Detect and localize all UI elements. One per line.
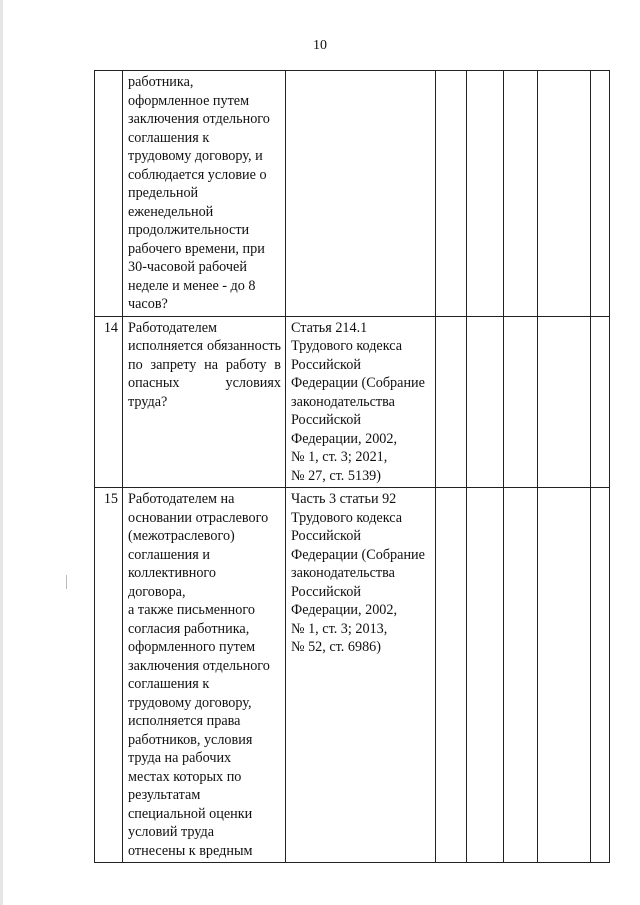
row-number: 14 (95, 316, 123, 488)
reference-cell: Часть 3 статьи 92 Трудового кодекса Российской Федерации (Собрание законодательства Российской Федерации, 2002, № 1, ст. 3; 2013, № 52, ст. 6986) (286, 488, 436, 863)
blank-cell (467, 316, 504, 488)
row-number (95, 71, 123, 317)
scan-edge (0, 0, 3, 905)
blank-cell (538, 71, 591, 317)
scan-mark (66, 575, 67, 589)
blank-cell (467, 488, 504, 863)
blank-cell (467, 71, 504, 317)
blank-cell (436, 316, 467, 488)
blank-cell (591, 488, 610, 863)
blank-cell (436, 71, 467, 317)
question-cell: Работодателем на основании отраслевого (межотраслевого) соглашения и коллективного договора, а также письменного согласия работника, оформленного путем заключения отдельного соглашения к трудовому договору, исполняется права работников, условия труда на рабочих местах которых по результатам специальной оценки условий труда отнесены к вредным (123, 488, 286, 863)
blank-cell (591, 316, 610, 488)
table-row (95, 71, 610, 317)
blank-cell (436, 488, 467, 863)
blank-cell (504, 71, 538, 317)
blank-cell (538, 316, 591, 488)
table-row (95, 488, 610, 863)
row-number: 15 (95, 488, 123, 863)
reference-cell (286, 71, 436, 317)
question-cell: Работодателем исполняется обязанность по запрету на работу в опасных условиях труда? (123, 316, 286, 488)
table-row (95, 316, 610, 488)
checklist-table (94, 70, 610, 863)
blank-cell (504, 316, 538, 488)
blank-cell (538, 488, 591, 863)
blank-cell (504, 488, 538, 863)
reference-cell: Статья 214.1 Трудового кодекса Российской Федерации (Собрание законодательства Российской Федерации, 2002, № 1, ст. 3; 2021, № 27, ст. 5139) (286, 316, 436, 488)
page-number: 10 (313, 38, 327, 53)
blank-cell (591, 71, 610, 317)
question-cell: работника, оформленное путем заключения отдельного соглашения к трудовому договору, и соблюдается условие о предельной еженедельной продолжительности рабочего времени, при 30-часовой рабочей неделе и менее - до 8 часов? (123, 71, 286, 317)
